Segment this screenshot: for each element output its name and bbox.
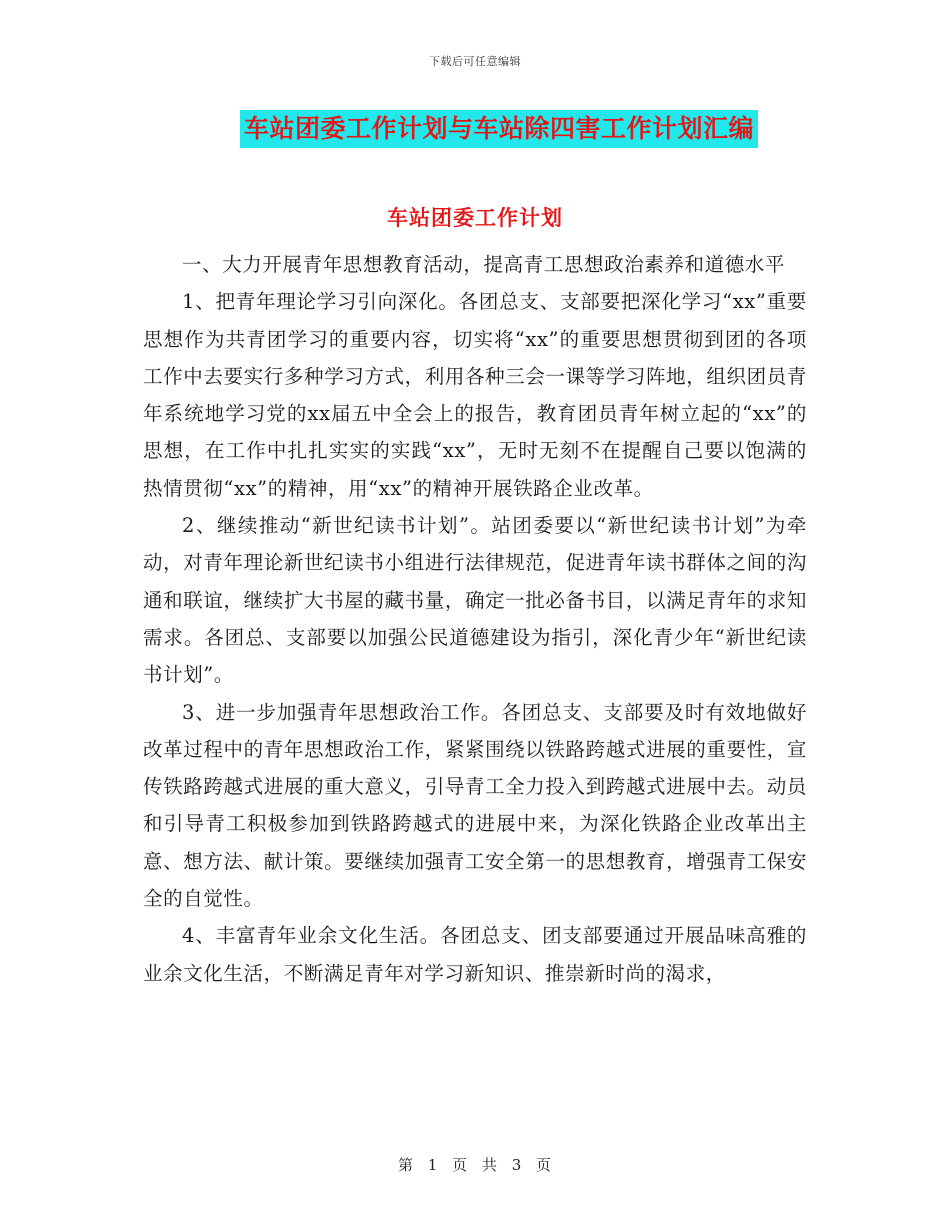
- page-label-suffix: 页: [536, 1156, 553, 1174]
- paragraph: 1、把青年理论学习引向深化。各团总支、支部要把深化学习“xx”重要思想作为共青团学习的重要内容，切实将“xx”的重要思想贯彻到团的各项工作中去要实行多种学习方式，利用各种三会一课等学习阵地，组织团员青年系统地学习党的xx届五中全会上的报告，教育团员青年树立起的“xx”的思想，在工作中扎扎实实的实践“xx”，无时无刻不在提醒自己要以饱满的热情贯彻“xx”的精神，用“xx”的精神开展铁路企业改革。: [143, 290, 807, 500]
- document-body: [143, 246, 807, 992]
- header-note: 下载后可任意编辑: [429, 55, 521, 68]
- document-title-text: 车站团委工作计划与车站除四害工作计划汇编: [240, 110, 758, 148]
- page-footer: [0, 1154, 950, 1175]
- page-total: 3: [511, 1156, 523, 1174]
- paragraph: 2、继续推动“新世纪读书计划”。站团委要以“新世纪读书计划”为牵动，对青年理论新世纪读书小组进行法律规范，促进青年读书群体之间的沟通和联谊，继续扩大书屋的藏书量，确定一批必备书目，以满足青年的求知需求。各团总、支部要以加强公民道德建设为指引，深化青少年“新世纪读书计划”。: [143, 514, 807, 687]
- paragraph: 4、丰富青年业余文化生活。各团总支、团支部要通过开展品味高雅的业余文化生活，不断满足青年对学习新知识、推崇新时尚的渴求，: [143, 924, 807, 985]
- section-title: 车站团委工作计划: [387, 205, 563, 230]
- page-label-mid: 页: [452, 1156, 469, 1174]
- paragraph: 一、大力开展青年思想教育活动，提高青工思想政治素养和道德水平: [182, 253, 786, 276]
- page-number: 1: [427, 1156, 439, 1174]
- page-total-label: 共: [481, 1156, 498, 1174]
- document-title: [0, 110, 950, 149]
- page-label-prefix: 第: [397, 1156, 414, 1174]
- paragraph: 3、进一步加强青年思想政治工作。各团总支、支部要及时有效地做好改革过程中的青年思想政治工作，紧紧围绕以铁路跨越式进展的重要性，宣传铁路跨越式进展的重大意义，引导青工全力投入到跨越式进展中去。动员和引导青工积极参加到铁路跨越式的进展中来，为深化铁路企业改革出主意、想方法、献计策。要继续加强青工安全第一的思想教育，增强青工保安全的自觉性。: [143, 700, 807, 911]
